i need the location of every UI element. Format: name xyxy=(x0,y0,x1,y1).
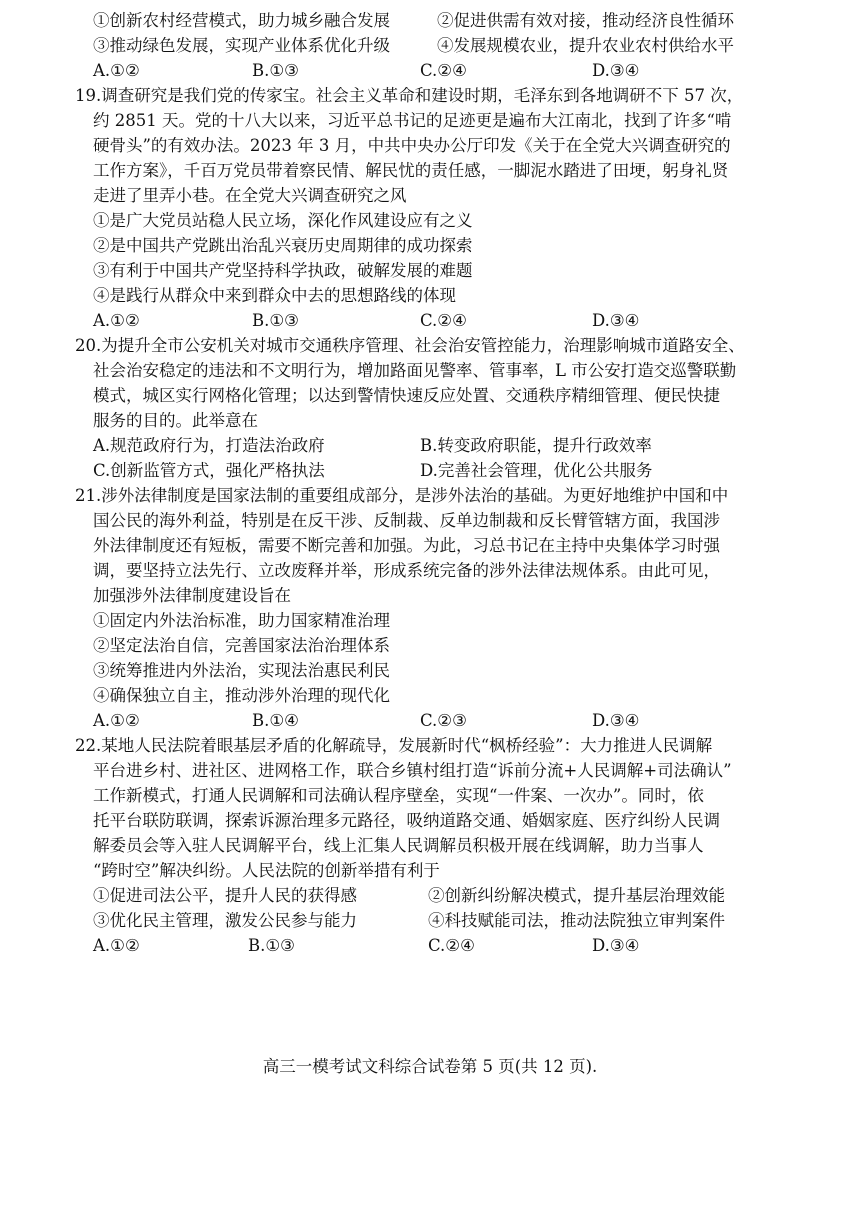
statement-4: ④科技赋能司法，推动法院独立审判案件 xyxy=(428,911,725,930)
option-c[interactable]: C.②④ xyxy=(420,311,467,330)
option-c[interactable]: C.②④ xyxy=(428,936,475,955)
option-a[interactable]: A.①② xyxy=(93,311,140,330)
statement-4: ④确保独立自主，推动涉外治理的现代化 xyxy=(93,686,390,705)
statement-3: ③推动绿色发展，实现产业体系优化升级 xyxy=(93,36,390,55)
option-b[interactable]: B.①③ xyxy=(248,936,295,955)
option-d[interactable]: D.③④ xyxy=(592,711,640,730)
option-c[interactable]: C.②③ xyxy=(420,711,467,730)
question-stem-line: 外法律制度还有短板，需要不断完善和加强。为此，习总书记在主持中央集体学习时强 xyxy=(93,536,720,555)
question-stem-line: 平台进乡村、进社区、进网格工作，联合乡镇村组打造“诉前分流+人民调解+司法确认” xyxy=(93,761,732,780)
question-stem-line: 加强涉外法律制度建设旨在 xyxy=(93,586,291,605)
option-b[interactable]: B.①③ xyxy=(252,311,299,330)
option-a[interactable]: A.规范政府行为，打造法治政府 xyxy=(93,436,325,455)
statement-4: ④是践行从群众中来到群众中去的思想路线的体现 xyxy=(93,286,456,305)
question-stem-line: 调，要坚持立法先行、立改废释并举，形成系统完备的涉外法律法规体系。由此可见， xyxy=(93,561,720,580)
statement-3: ③有利于中国共产党坚持科学执政，破解发展的难题 xyxy=(93,261,473,280)
statement-2: ②创新纠纷解决模式，提升基层治理效能 xyxy=(428,886,725,905)
statement-1: ①是广大党员站稳人民立场，深化作风建设应有之义 xyxy=(93,211,473,230)
question-stem-line: 22.某地人民法院着眼基层矛盾的化解疏导，发展新时代“枫桥经验”：大力推进人民调解 xyxy=(75,736,713,755)
statement-2: ②是中国共产党跳出治乱兴衰历史周期律的成功探索 xyxy=(93,236,473,255)
page-footer: 高三一模考试文科综合试卷第 5 页(共 12 页). xyxy=(262,1057,598,1076)
statement-1: ①促进司法公平，提升人民的获得感 xyxy=(93,886,357,905)
option-a[interactable]: A.①② xyxy=(93,61,140,80)
question-stem-line: 20.为提升全市公安机关对城市交通秩序管理、社会治安管控能力，治理影响城市道路安全、 xyxy=(75,336,745,355)
option-c[interactable]: C.创新监管方式，强化严格执法 xyxy=(93,461,325,480)
statement-1: ①创新农村经营模式，助力城乡融合发展 xyxy=(93,11,390,30)
statement-2: ②促进供需有效对接，推动经济良性循环 xyxy=(437,11,734,30)
question-stem-line: 社会治安稳定的违法和不文明行为，增加路面见警率、管事率，L 市公安打造交巡警联勤 xyxy=(93,361,737,380)
question-stem-line: 21.涉外法律制度是国家法制的重要组成部分，是涉外法治的基础。为更好地维护中国和中 xyxy=(75,486,729,505)
option-d[interactable]: D.③④ xyxy=(592,936,640,955)
option-a[interactable]: A.①② xyxy=(93,711,140,730)
option-b[interactable]: B.①④ xyxy=(252,711,299,730)
option-b[interactable]: B.①③ xyxy=(252,61,299,80)
question-stem-line: 工作方案》，千百万党员带着察民情、解民忧的责任感，一脚泥水踏进了田埂，躬身礼贤 xyxy=(93,161,729,180)
question-stem-line: “跨时空”解决纠纷。人民法院的创新举措有利于 xyxy=(93,861,440,880)
question-stem-line: 模式，城区实行网格化管理；以达到警情快速反应处置、交通秩序精细管理、便民快捷 xyxy=(93,386,720,405)
question-stem-line: 工作新模式，打通人民调解和司法确认程序壁垒，实现“一件案、一次办”。同时，依 xyxy=(93,786,704,805)
option-d[interactable]: D.③④ xyxy=(592,61,640,80)
question-stem-line: 硬骨头”的有效办法。2023 年 3 月，中共中央办公厅印发《关于在全党大兴调查研究的 xyxy=(93,136,731,155)
option-d[interactable]: D.完善社会管理，优化公共服务 xyxy=(420,461,653,480)
statement-1: ①固定内外法治标准，助力国家精准治理 xyxy=(93,611,390,630)
statement-4: ④发展规模农业，提升农业农村供给水平 xyxy=(437,36,734,55)
option-a[interactable]: A.①② xyxy=(93,936,140,955)
question-stem-line: 托平台联防联调，探索诉源治理多元路径，吸纳道路交通、婚姻家庭、医疗纠纷人民调 xyxy=(93,811,720,830)
question-stem-line: 走进了里弄小巷。在全党大兴调查研究之风 xyxy=(93,186,407,205)
option-d[interactable]: D.③④ xyxy=(592,311,640,330)
option-b[interactable]: B.转变政府职能，提升行政效率 xyxy=(420,436,652,455)
statement-2: ②坚定法治自信，完善国家法治治理体系 xyxy=(93,636,390,655)
option-c[interactable]: C.②④ xyxy=(420,61,467,80)
question-stem-line: 国公民的海外利益，特别是在反干涉、反制裁、反单边制裁和反长臂管辖方面，我国涉 xyxy=(93,511,720,530)
question-stem-line: 服务的目的。此举意在 xyxy=(93,411,258,430)
statement-3: ③优化民主管理，激发公民参与能力 xyxy=(93,911,357,930)
question-stem-line: 19.调查研究是我们党的传家宝。社会主义革命和建设时期，毛泽东到各地调研不下 57 次， xyxy=(75,86,744,105)
question-stem-line: 解委员会等入驻人民调解平台，线上汇集人民调解员积极开展在线调解，助力当事人 xyxy=(93,836,704,855)
question-stem-line: 约 2851 天。党的十八大以来，习近平总书记的足迹更是遍布大江南北，找到了许多“啃 xyxy=(93,111,732,130)
statement-3: ③统筹推进内外法治，实现法治惠民利民 xyxy=(93,661,390,680)
